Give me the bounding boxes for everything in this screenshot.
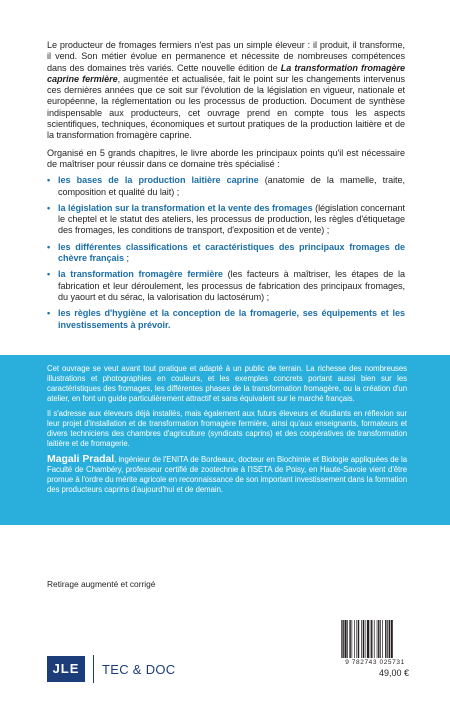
description-part-1: Le producteur de fromages fermiers n'est pas un simple éleveur : il produit, il transforme, il vend. Son métier évolue en permanence et nécessite de nombreuses compétences dans des domaines très variés. Cette nouvelle édition de [47,40,405,73]
band-paragraph-practical: Cet ouvrage se veut avant tout pratique et adapté à un public de terrain. La richesse des nombreuses illustrations et photographies en couleurs, et les exemples concrets portant aussi bien sur les caractéristiques des fromages, les différentes phases de la transformation fromagère, ou la création d'un atelier, en font un guide particulièrement attractif et sans équivalent sur le marché français. [47,364,407,403]
chapter-title: les bases de la production laitière caprine [58,175,259,186]
chapter-item [47,242,405,265]
description-part-2: , augmentée et actualisée, fait le point sur les changements intervenus ces dernières années que ce soit sur l'évolution de la législation en vigueur, nationale et européenne, la réglementation ou les processus de production. Document de synthèse indispensable aux producteurs, cet ouvrage prend en compte tous les aspects scientifiques, techniques, économiques et surtout pratiques de la production laitière et de la transformation fromagère caprine. [47,73,406,141]
chapter-detail: (anatomie de la mamelle, traite, composition et qualité du lait) ; [58,175,406,197]
bullet-icon: • [47,241,51,252]
bullet-icon: • [47,308,51,319]
description-paragraph [47,40,405,142]
tec-doc-logo: TEC & DOC [102,661,176,677]
bullet-icon: • [47,269,51,280]
chapter-title: la législation sur la transformation et la vente des fromages [58,202,313,213]
band-content [47,364,407,495]
chapter-detail: (les facteurs à maîtriser, les étapes de la fabrication et leur déroulement, les processus de fabrication des principaux fromages, du yaourt et du sérac, la valorisation du lactosérum) ; [58,269,405,302]
chapters-intro: Organisé en 5 grands chapitres, le livre aborde les principaux points qu'il est nécessaire de maîtriser pour réussir dans ce domaine très spécialisé : [47,147,405,169]
book-title-inline: La transformation fromagère caprine fermière [47,62,405,84]
isbn-number: 9 782743 025731 [345,659,405,666]
publisher-logos [47,655,175,683]
highlight-band [0,355,450,525]
author-name: Magali Pradal [47,453,115,465]
chapter-detail: (législation concernant le cheptel et le statut des ateliers, les processus de production, les règles d'étiquetage des fromages, les conditions de transport, d'exposition et de vente) ; [58,202,405,236]
bullet-icon: • [47,202,51,213]
chapter-list [47,175,405,331]
reprint-note: Retirage augmenté et corrigé [47,579,156,589]
chapter-item [47,308,405,331]
bullet-icon: • [47,175,51,186]
chapter-item [47,203,405,237]
chapter-item [47,269,405,303]
chapter-title: les différentes classifications et caractéristiques des principaux fromages de chèvre français [58,241,405,264]
price: 49,00 € [378,668,409,678]
author-paragraph [47,454,407,495]
barcode [341,620,409,666]
author-bio: , ingénieur de l'ENITA de Bordeaux, docteur en Biochimie et Biologie appliquées de la Faculté de Chambéry, professeur certifié de zootechnie à l'ISETA de Poisy, en Haute-Savoie vient d'être promue à l'ordre du mérite agricole en reconnaissance de son important investissement dans la formation des producteurs caprins d'aujourd'hui et de demain. [47,455,407,494]
logo-divider [93,655,94,683]
chapter-title: la transformation fromagère fermière [58,269,223,280]
jle-logo-text: JLE [47,656,85,682]
chapter-detail: ; [123,253,129,264]
barcode-bars-icon [341,620,409,658]
chapter-title: les règles d'hygiène et la conception de la fromagerie, ses équipements et les investissements à prévoir. [58,308,405,330]
jle-logo [47,656,85,682]
band-paragraph-audience: Il s'adresse aux éleveurs déjà installés, mais également aux futurs éleveurs et étudiants en réflexion sur leur projet d'installation et de transformation fromagère fermière, ainsi qu'aux enseignants, formateurs et divers techniciens des chambres d'agriculture (syndicats caprins) et des coopératives de transformation laitière et de fromagerie. [47,409,407,448]
back-cover-text [47,40,405,331]
chapter-item [47,175,405,198]
